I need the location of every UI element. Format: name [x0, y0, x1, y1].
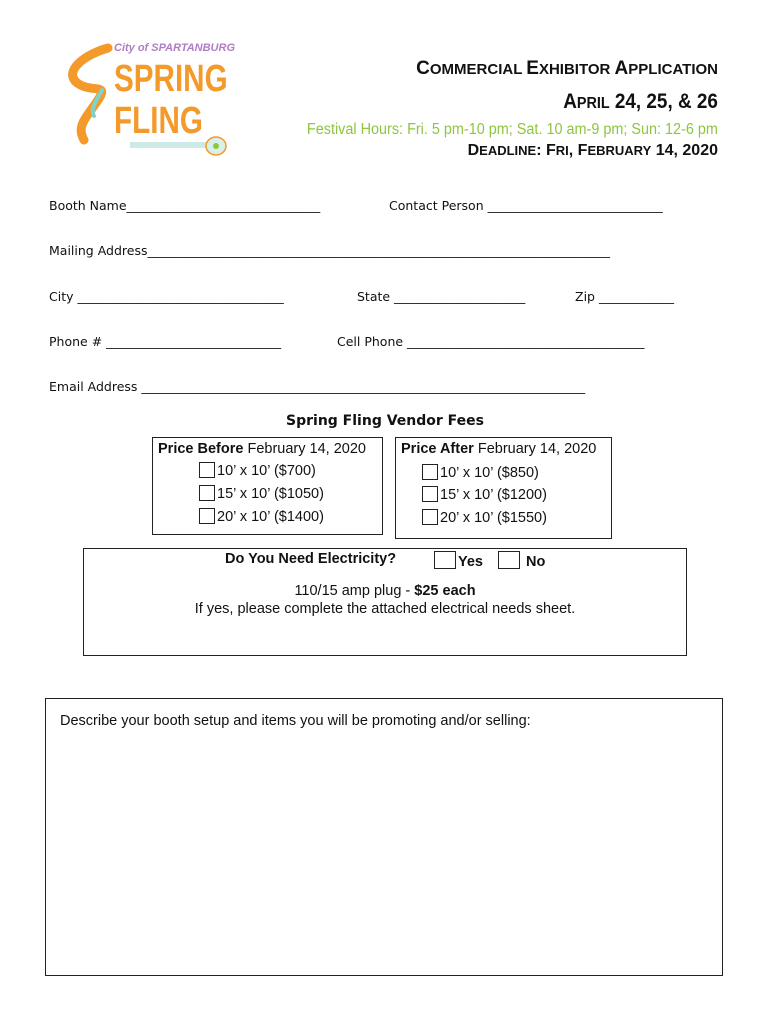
logo-city-text: City of SPARTANBURG: [114, 42, 235, 54]
checkbox-icon[interactable]: [199, 485, 215, 501]
email-address-field[interactable]: Email Address _______________________________________________________________________: [49, 379, 586, 394]
checkbox-icon[interactable]: [422, 464, 438, 480]
city-field[interactable]: City _________________________________: [49, 289, 284, 304]
checkbox-icon[interactable]: [199, 462, 215, 478]
price-after-box: [395, 437, 612, 539]
checkbox-icon[interactable]: [498, 551, 520, 569]
price-after-option[interactable]: 10’ x 10’ ($850): [422, 464, 539, 481]
price-after-label: Price After February 14, 2020: [401, 441, 597, 457]
cell-phone-field[interactable]: Cell Phone ______________________________________: [337, 334, 645, 349]
spring-fling-logo: [56, 42, 236, 162]
booth-name-field[interactable]: Booth Name_______________________________: [49, 198, 321, 213]
checkbox-icon[interactable]: [434, 551, 456, 569]
application-title: COMMERCIAL EXHIBITOR APPLICATION: [416, 58, 718, 79]
price-before-option[interactable]: 15’ x 10’ ($1050): [199, 485, 324, 502]
price-before-option[interactable]: 10’ x 10’ ($700): [199, 462, 316, 479]
logo-fling-text: FLING: [114, 100, 203, 142]
checkbox-icon[interactable]: [422, 486, 438, 502]
price-before-box: [152, 437, 383, 535]
phone-field[interactable]: Phone # ____________________________: [49, 334, 282, 349]
electricity-no-option[interactable]: No: [498, 551, 545, 570]
checkbox-icon[interactable]: [422, 509, 438, 525]
mailing-address-field[interactable]: Mailing Address__________________________________________________________________________: [49, 243, 610, 258]
price-after-option[interactable]: 15’ x 10’ ($1200): [422, 486, 547, 503]
electricity-yes-option[interactable]: Yes: [434, 551, 483, 570]
vendor-fees-title: Spring Fling Vendor Fees: [286, 413, 484, 429]
electrical-needs-note: If yes, please complete the attached electrical needs sheet.: [194, 601, 576, 617]
electricity-box: [83, 548, 687, 656]
price-before-option[interactable]: 20’ x 10’ ($1400): [199, 508, 324, 525]
contact-person-field[interactable]: Contact Person ____________________________: [389, 198, 663, 213]
booth-description-prompt: Describe your booth setup and items you will be promoting and/or selling:: [60, 713, 531, 729]
application-deadline: DEADLINE: FRI, FEBRUARY 14, 2020: [467, 142, 718, 159]
price-after-option[interactable]: 20’ x 10’ ($1550): [422, 509, 547, 526]
festival-dates: APRIL 24, 25, & 26: [563, 90, 718, 113]
state-field[interactable]: State _____________________: [357, 289, 526, 304]
checkbox-icon[interactable]: [199, 508, 215, 524]
electricity-question: Do You Need Electricity?: [225, 551, 397, 567]
festival-hours: Festival Hours: Fri. 5 pm-10 pm; Sat. 10 am-9 pm; Sun: 12-6 pm: [307, 121, 718, 138]
plug-price-text: 110/15 amp plug - $25 each: [294, 583, 476, 599]
booth-description-box[interactable]: [45, 698, 723, 976]
price-before-label: Price Before February 14, 2020: [158, 441, 366, 457]
zip-field[interactable]: Zip ____________: [575, 289, 674, 304]
logo-spring-text: SPRING: [114, 58, 228, 100]
